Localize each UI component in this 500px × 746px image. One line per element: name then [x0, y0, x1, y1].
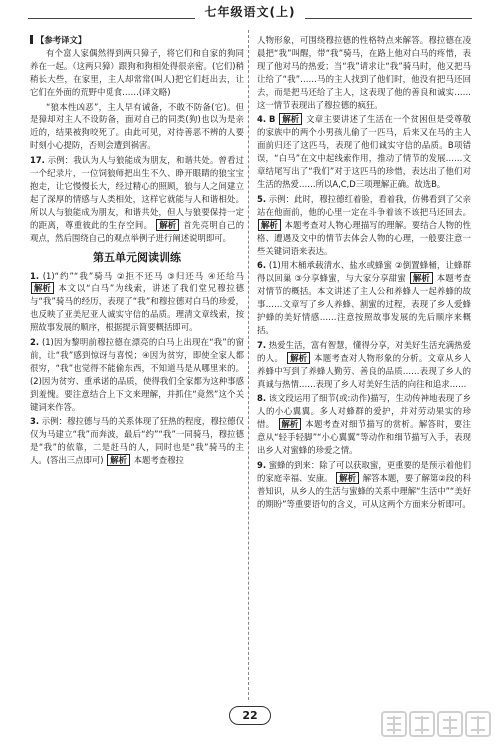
answer-text: 示例：我认为人与狼能成为朋友，和谐共处。曾看过一个纪录片，一位饲狼师把出生不久、睁开眼睛的狼宝宝抱走，让它慢慢长大，经过精心的照顾，狼与人之间建立起了深厚的情感与人类相处，这样它就能与人和谐相处。所以人与狼能成为朋友，和谐共处，但人与狼要保持一定的距离，尊重彼此的生存空间。 — [30, 155, 245, 230]
answer-choice: B — [269, 114, 276, 125]
answer-text: 示例：穆拉德与马的关系体现了狂热的程度，穆拉德仅仅为马建立“我”而奔波，最后“约”“我”一同骑马，穆拉德是“我”的依靠，二是赶马的人，同时也是“我”骑马的主人。(答出三点即可) — [30, 416, 244, 466]
page-number — [226, 705, 274, 725]
analysis-tag: 解析 — [107, 454, 130, 466]
answer-text: 热爱生活，富有智慧，懂得分享，对美好生活充满热爱的人。 — [257, 339, 471, 363]
question-number: 5. — [257, 193, 267, 204]
analysis-tag: 解析 — [287, 352, 310, 364]
question-7 — [257, 339, 471, 391]
question-number: 2. — [30, 337, 40, 348]
book-title: 七年级语文(上) — [195, 3, 306, 20]
analysis-text: 本文以“白马”为线索，讲述了我们堂兄穆拉德与“我”骑马的经历，表现了“我”和穆拉德对白马的珍爱，也反映了亚美尼亚人诚实守信的品质。理清文章线索，按照故事发展的顺序，根据提示简要概括即可。 — [30, 283, 244, 333]
question-number: 3. — [30, 416, 40, 427]
page-header — [0, 0, 500, 22]
question-number: 6. — [257, 260, 267, 271]
analysis-tag: 解析 — [156, 219, 179, 231]
question-1 — [30, 270, 244, 335]
question-3-continued: 人物形象，可围绕穆拉德的性格特点来解答。穆拉德在凌晨把“我”叫醒，带“我”骑马，在路上他对白马的疼惜，表现了他对马的热爱；当“我”请求让“我”骑马时，他又把马让给了“我”……马的主人找到了他们时，他没有把马还回去，而是把马还给了主人，这表现了他的善良和诚实……这一情节表现出了穆拉德的疯狂。 — [257, 35, 471, 110]
answer-text: 蜜蜂的到来：除了可以获取蜜，更重要的是预示着他们的家庭幸福、安康。 — [257, 460, 471, 483]
analysis-text: 本题考查对情节的概括。本文讲述了主人公和养蜂人一起养蜂的故事……文章写了乡人养蜂、割蜜的过程，表现了乡人爱蜂护蜂的美好情感……注意按照故事发展的先后顺序来概括。 — [257, 273, 472, 335]
analysis-tag: 解析 — [258, 219, 281, 231]
analysis-tag: 解析 — [410, 272, 433, 284]
analysis-text: 解答本题，要了解第②段的科普知识，从乡人的生活与蜜蜂的关系中理解“生活中”“美好的期盼”等重要语句的含义，可从这两个方面来分析即可。 — [257, 472, 472, 509]
question-3 — [30, 415, 244, 467]
question-number: 1. — [30, 270, 40, 281]
question-4 — [257, 113, 471, 190]
question-number: 9. — [257, 460, 267, 470]
section-title: 第五单元阅读训练 — [93, 250, 181, 264]
analysis-text: 本题考查对人物心理描写的理解。要结合人物的性格、遭遇及文中的情节去体会人物的心理，一般要注意一些关键词语来表达。 — [257, 219, 472, 256]
left-column — [30, 34, 244, 469]
analysis-text: 文章主要讲述了生活在一个贫困但是受尊敬的家族中的两个小男孩儿偷了一匹马，后来又在马的主人面前归还了这匹马，表现了他们诚实守信的品质。B项错误，“白马”在文中起线索作用，推动了情节的发展……文章结尾写出了“我们”对于这匹马的珍惜，表达出了他们对生活的热爱……所以A,C,D三项理解正确。故选B。 — [257, 114, 471, 189]
analysis-text: 本题考查对细节描写的赏析。解答时，要注意从“轻手轻脚”“小心翼翼”等动作和细节描写入手，表现出乡人对蜜蜂的珍爱之情。 — [257, 419, 471, 456]
analysis-text: 本题考查对人物形象的分析。文章从乡人养蜂中写到了养蜂人勤劳、善良的品质……表现了乡人的真诚与热情……表现了乡人对美好生活的向往和追求…… — [257, 352, 472, 389]
analysis-tag: 解析 — [279, 113, 302, 125]
question-5 — [257, 193, 471, 258]
reference-translation-p1: 有个富人家偶然得到两只獐子，将它们和自家的狗同养在一起。（这两只獐）跟狗和狗相处得很亲密。(它们)稍稍长大些，在家里，主人却常常(叫人)把它们赶出去，让它们在外面的荒野中觅食……(译文略) — [30, 47, 244, 97]
page-number-oval — [229, 706, 271, 725]
analysis-tag: 解析 — [279, 418, 302, 430]
right-column — [257, 34, 471, 513]
question-number: 8. — [257, 393, 267, 404]
question-2 — [30, 336, 244, 413]
page-number-text: 22 — [242, 708, 258, 722]
reference-translation-heading: 【参考译文】 — [30, 34, 244, 47]
answer-text: 该文段运用了细节(或:动作)描写，生动传神地表现了乡人的小心翼翼。多人对蜂群的爱护，并对劳动果实的珍惜。 — [257, 393, 471, 430]
question-number: 4. — [257, 114, 267, 125]
reference-translation-p2: “狼本性凶恶”，主人早有诫备，不敢不防备(它)。但是獐却对主人不设防备，面对自己的同类(狗)也以为是亲近的，结果被狗咬死了。由此可见，对待善恶不辨的人要时刻小心提防，否则会遭到祸害。 — [30, 101, 244, 151]
analysis-tag: 解析 — [31, 282, 54, 294]
question-8 — [257, 392, 471, 457]
analysis-text: 本题考查穆拉 — [133, 455, 184, 466]
answer-text: (1)因为黎明前穆拉德在漂亮的白马上出现在“我”的窗前，让“我”感到惊讶与喜悦；④因为贫穷，即使全家人都很穷，“我”也觉得不能偷东西，不知道马是从哪里来的。 — [30, 337, 244, 373]
watermark-logo-icon — [380, 708, 495, 740]
column-divider — [248, 30, 249, 700]
answer-text: (1)“约”“我”骑马 ②拒不还马 ③归还马 ④还给马 — [42, 270, 244, 281]
analysis-text: (2)因为贫穷、重承诺的品质，使得我们全家都为这种事感到羞愧。要注意结合上下文来理解，并抓住“竟然”这个关键词来作答。 — [30, 375, 244, 412]
question-17 — [30, 154, 244, 244]
analysis-tag: 解析 — [336, 472, 359, 484]
analysis-text: 首先亮明自己的观点，然后围绕自己的观点举例子进行阐述说明即可。 — [30, 219, 245, 243]
question-number: 7. — [257, 339, 267, 350]
question-6 — [257, 259, 471, 336]
question-number: 17. — [30, 155, 45, 166]
answer-text: 示例：此时，穆拉德红着脸，看着我，仿佛看到了父亲站在他面前，他的心里一定在斗争着该不该把马还回去。 — [257, 193, 471, 217]
answer-text: (1)用木桶承载清水、盐水或蜂蜜 ②倒置蜂桶，让蜂群得以回巢 ③分享蜂蜜，与大家分享甜蜜 — [257, 260, 471, 284]
question-9 — [257, 459, 471, 511]
